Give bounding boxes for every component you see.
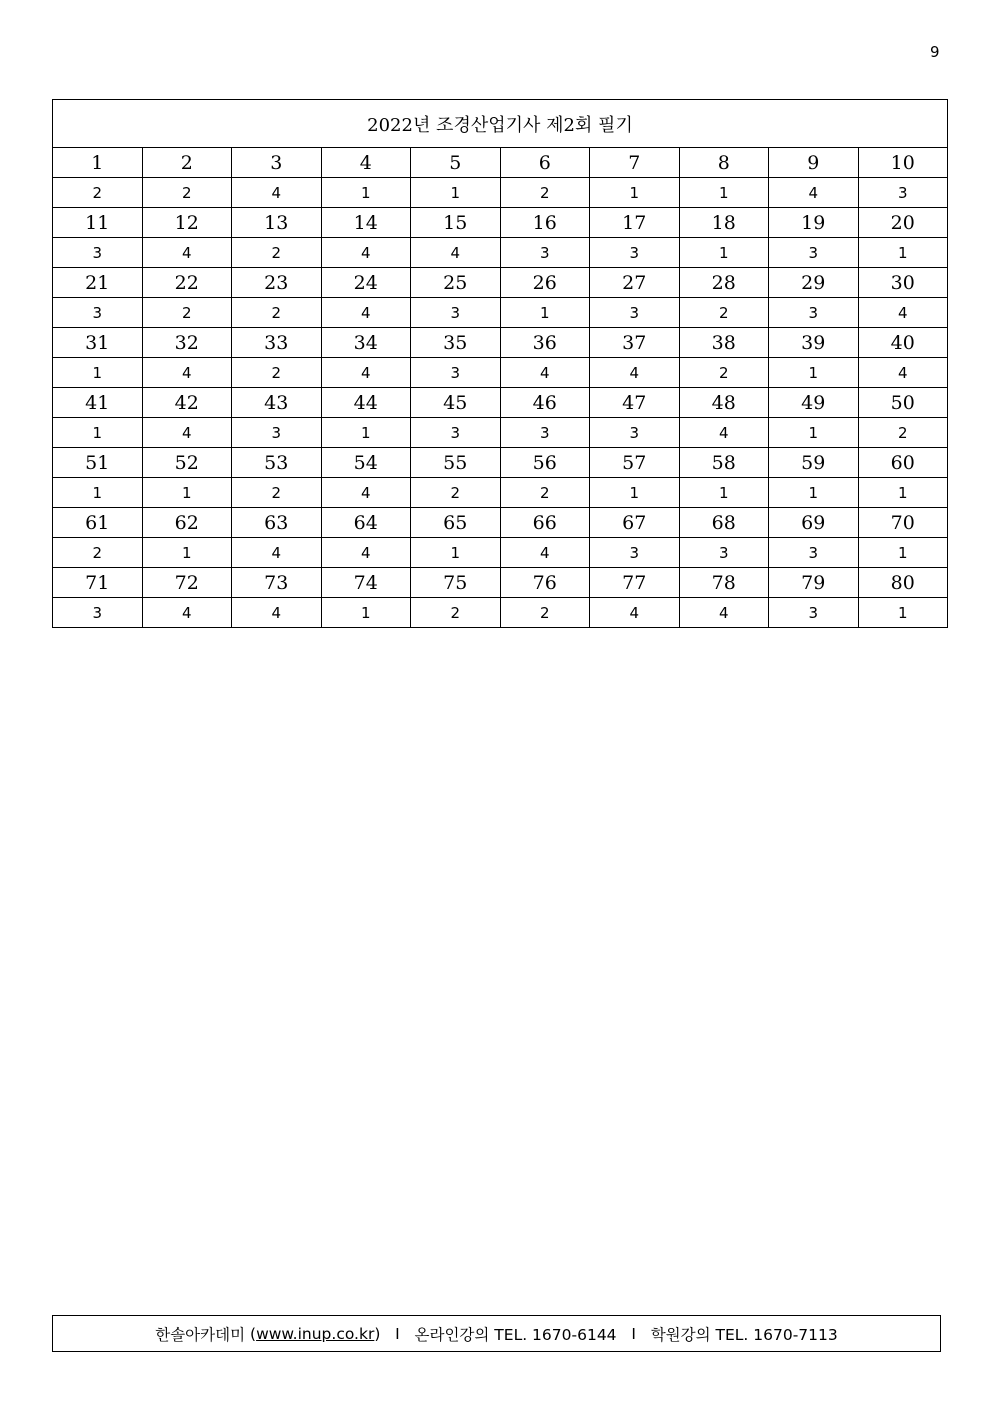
question-number-cell: 63	[232, 508, 322, 538]
question-number-cell: 26	[500, 268, 590, 298]
answer-cell: 3	[769, 598, 859, 628]
question-number-cell: 53	[232, 448, 322, 478]
question-number-cell: 20	[858, 208, 948, 238]
question-number-cell: 3	[232, 148, 322, 178]
answer-cell: 4	[142, 418, 232, 448]
question-number-cell: 55	[411, 448, 501, 478]
question-number-cell: 46	[500, 388, 590, 418]
question-number-cell: 56	[500, 448, 590, 478]
answer-cell: 2	[232, 238, 322, 268]
question-number-cell: 17	[590, 208, 680, 238]
answer-cell: 4	[321, 238, 411, 268]
answer-cell: 4	[232, 598, 322, 628]
answer-cell: 3	[590, 238, 680, 268]
question-number-cell: 68	[679, 508, 769, 538]
answer-row	[53, 538, 948, 568]
question-number-cell: 27	[590, 268, 680, 298]
question-number-cell: 49	[769, 388, 859, 418]
question-number-cell: 60	[858, 448, 948, 478]
answer-row	[53, 418, 948, 448]
question-number-cell: 67	[590, 508, 680, 538]
question-number-cell: 76	[500, 568, 590, 598]
question-number-cell: 58	[679, 448, 769, 478]
question-number-cell: 41	[53, 388, 143, 418]
question-number-cell: 30	[858, 268, 948, 298]
question-number-cell: 6	[500, 148, 590, 178]
answer-cell: 3	[411, 298, 501, 328]
question-number-cell: 57	[590, 448, 680, 478]
answer-cell: 2	[232, 478, 322, 508]
question-number-cell: 19	[769, 208, 859, 238]
question-number-cell: 70	[858, 508, 948, 538]
answer-cell: 4	[321, 538, 411, 568]
question-number-cell: 25	[411, 268, 501, 298]
footer-offline-phone: 학원강의 TEL. 1670-7113	[650, 1325, 838, 1344]
answer-cell: 3	[590, 538, 680, 568]
question-number-cell: 80	[858, 568, 948, 598]
answer-cell: 3	[769, 298, 859, 328]
answer-cell: 2	[232, 298, 322, 328]
question-number-cell: 62	[142, 508, 232, 538]
question-number-cell: 5	[411, 148, 501, 178]
answer-cell: 4	[769, 178, 859, 208]
question-number-cell: 18	[679, 208, 769, 238]
footer-separator-2: I	[631, 1324, 636, 1343]
question-number-cell: 34	[321, 328, 411, 358]
answer-cell: 1	[53, 418, 143, 448]
answer-row	[53, 478, 948, 508]
question-number-row	[53, 508, 948, 538]
question-number-row	[53, 328, 948, 358]
question-number-cell: 39	[769, 328, 859, 358]
answer-cell: 2	[142, 298, 232, 328]
question-number-cell: 36	[500, 328, 590, 358]
question-number-cell: 37	[590, 328, 680, 358]
answer-cell: 4	[321, 358, 411, 388]
question-number-cell: 75	[411, 568, 501, 598]
answer-cell: 3	[858, 178, 948, 208]
answer-cell: 3	[53, 238, 143, 268]
question-number-cell: 32	[142, 328, 232, 358]
question-number-cell: 21	[53, 268, 143, 298]
answer-cell: 3	[411, 358, 501, 388]
answer-cell: 4	[232, 538, 322, 568]
table-title: 2022년 조경산업기사 제2회 필기	[53, 100, 948, 148]
question-number-cell: 22	[142, 268, 232, 298]
answer-cell: 2	[411, 598, 501, 628]
question-number-cell: 12	[142, 208, 232, 238]
question-number-cell: 40	[858, 328, 948, 358]
question-number-row	[53, 208, 948, 238]
answer-cell: 4	[232, 178, 322, 208]
answer-cell: 1	[321, 178, 411, 208]
question-number-cell: 48	[679, 388, 769, 418]
answer-row	[53, 358, 948, 388]
answer-cell: 1	[500, 298, 590, 328]
answer-cell: 3	[769, 238, 859, 268]
question-number-cell: 15	[411, 208, 501, 238]
answer-row	[53, 298, 948, 328]
question-number-cell: 23	[232, 268, 322, 298]
answer-cell: 4	[142, 358, 232, 388]
answer-cell: 4	[142, 238, 232, 268]
answer-cell: 2	[53, 538, 143, 568]
answer-cell: 3	[590, 298, 680, 328]
answer-cell: 1	[590, 178, 680, 208]
question-number-cell: 71	[53, 568, 143, 598]
question-number-cell: 9	[769, 148, 859, 178]
answer-cell: 4	[858, 358, 948, 388]
answer-cell: 1	[858, 598, 948, 628]
answer-cell: 1	[858, 538, 948, 568]
answer-cell: 1	[769, 478, 859, 508]
answer-cell: 2	[858, 418, 948, 448]
question-number-cell: 69	[769, 508, 859, 538]
footer: 한솔아카데미 ( www.inup.co.kr ) I 온라인강의 TEL. 1670-6144 I 학원강의 TEL. 1670-7113	[52, 1315, 941, 1352]
question-number-cell: 78	[679, 568, 769, 598]
answer-cell: 4	[321, 478, 411, 508]
question-number-cell: 16	[500, 208, 590, 238]
answer-cell: 3	[500, 238, 590, 268]
question-number-cell: 64	[321, 508, 411, 538]
answer-cell: 1	[142, 538, 232, 568]
question-number-row	[53, 568, 948, 598]
answer-cell: 2	[500, 478, 590, 508]
question-number-cell: 28	[679, 268, 769, 298]
question-number-cell: 66	[500, 508, 590, 538]
page-number: 9	[930, 43, 940, 61]
answer-row	[53, 178, 948, 208]
answer-cell: 1	[769, 418, 859, 448]
question-number-cell: 59	[769, 448, 859, 478]
answer-cell: 1	[679, 178, 769, 208]
footer-academy: 한솔아카데미	[155, 1325, 246, 1344]
answer-cell: 2	[411, 478, 501, 508]
question-number-cell: 29	[769, 268, 859, 298]
question-number-cell: 47	[590, 388, 680, 418]
answer-cell: 4	[679, 418, 769, 448]
question-number-cell: 72	[142, 568, 232, 598]
answer-cell: 3	[53, 598, 143, 628]
answer-cell: 2	[232, 358, 322, 388]
answer-cell: 3	[590, 418, 680, 448]
answer-cell: 2	[53, 178, 143, 208]
question-number-cell: 1	[53, 148, 143, 178]
question-number-cell: 42	[142, 388, 232, 418]
answer-table	[52, 99, 948, 628]
question-number-cell: 51	[53, 448, 143, 478]
answer-cell: 1	[411, 178, 501, 208]
answer-cell: 2	[500, 178, 590, 208]
question-number-cell: 38	[679, 328, 769, 358]
question-number-cell: 24	[321, 268, 411, 298]
answer-cell: 1	[321, 598, 411, 628]
answer-cell: 1	[411, 538, 501, 568]
question-number-cell: 73	[232, 568, 322, 598]
answer-cell: 1	[590, 478, 680, 508]
question-number-cell: 44	[321, 388, 411, 418]
answer-cell: 2	[679, 358, 769, 388]
question-number-cell: 74	[321, 568, 411, 598]
question-number-cell: 14	[321, 208, 411, 238]
answer-cell: 2	[679, 298, 769, 328]
answer-cell: 1	[142, 478, 232, 508]
answer-cell: 2	[500, 598, 590, 628]
question-number-cell: 11	[53, 208, 143, 238]
question-number-cell: 45	[411, 388, 501, 418]
question-number-cell: 43	[232, 388, 322, 418]
answer-cell: 3	[411, 418, 501, 448]
answer-cell: 1	[53, 358, 143, 388]
question-number-cell: 54	[321, 448, 411, 478]
question-number-cell: 35	[411, 328, 501, 358]
question-number-cell: 8	[679, 148, 769, 178]
question-number-cell: 4	[321, 148, 411, 178]
question-number-cell: 10	[858, 148, 948, 178]
answer-row	[53, 238, 948, 268]
question-number-cell: 2	[142, 148, 232, 178]
question-number-row	[53, 448, 948, 478]
answer-cell: 3	[769, 538, 859, 568]
answer-cell: 4	[590, 598, 680, 628]
footer-online-phone: 온라인강의 TEL. 1670-6144	[414, 1325, 617, 1344]
question-number-cell: 77	[590, 568, 680, 598]
answer-row	[53, 598, 948, 628]
question-number-cell: 7	[590, 148, 680, 178]
answer-cell: 4	[858, 298, 948, 328]
question-number-cell: 79	[769, 568, 859, 598]
answer-cell: 4	[500, 538, 590, 568]
answer-cell: 2	[142, 178, 232, 208]
question-number-row	[53, 148, 948, 178]
question-number-row	[53, 388, 948, 418]
question-number-cell: 33	[232, 328, 322, 358]
answer-cell: 1	[321, 418, 411, 448]
answer-cell: 1	[858, 238, 948, 268]
answer-cell: 3	[232, 418, 322, 448]
answer-cell: 4	[142, 598, 232, 628]
question-number-cell: 65	[411, 508, 501, 538]
footer-website-link[interactable]: www.inup.co.kr	[256, 1324, 375, 1343]
answer-cell: 3	[500, 418, 590, 448]
question-number-cell: 13	[232, 208, 322, 238]
answer-cell: 4	[500, 358, 590, 388]
answer-cell: 1	[769, 358, 859, 388]
answer-cell: 3	[53, 298, 143, 328]
answer-cell: 4	[679, 598, 769, 628]
answer-cell: 1	[679, 238, 769, 268]
footer-separator: I	[395, 1324, 400, 1343]
answer-cell: 1	[858, 478, 948, 508]
question-number-row	[53, 268, 948, 298]
answer-cell: 1	[679, 478, 769, 508]
answer-cell: 1	[53, 478, 143, 508]
question-number-cell: 50	[858, 388, 948, 418]
question-number-cell: 52	[142, 448, 232, 478]
answer-cell: 4	[321, 298, 411, 328]
answer-cell: 4	[411, 238, 501, 268]
question-number-cell: 31	[53, 328, 143, 358]
answer-cell: 4	[590, 358, 680, 388]
answer-cell: 3	[679, 538, 769, 568]
question-number-cell: 61	[53, 508, 143, 538]
